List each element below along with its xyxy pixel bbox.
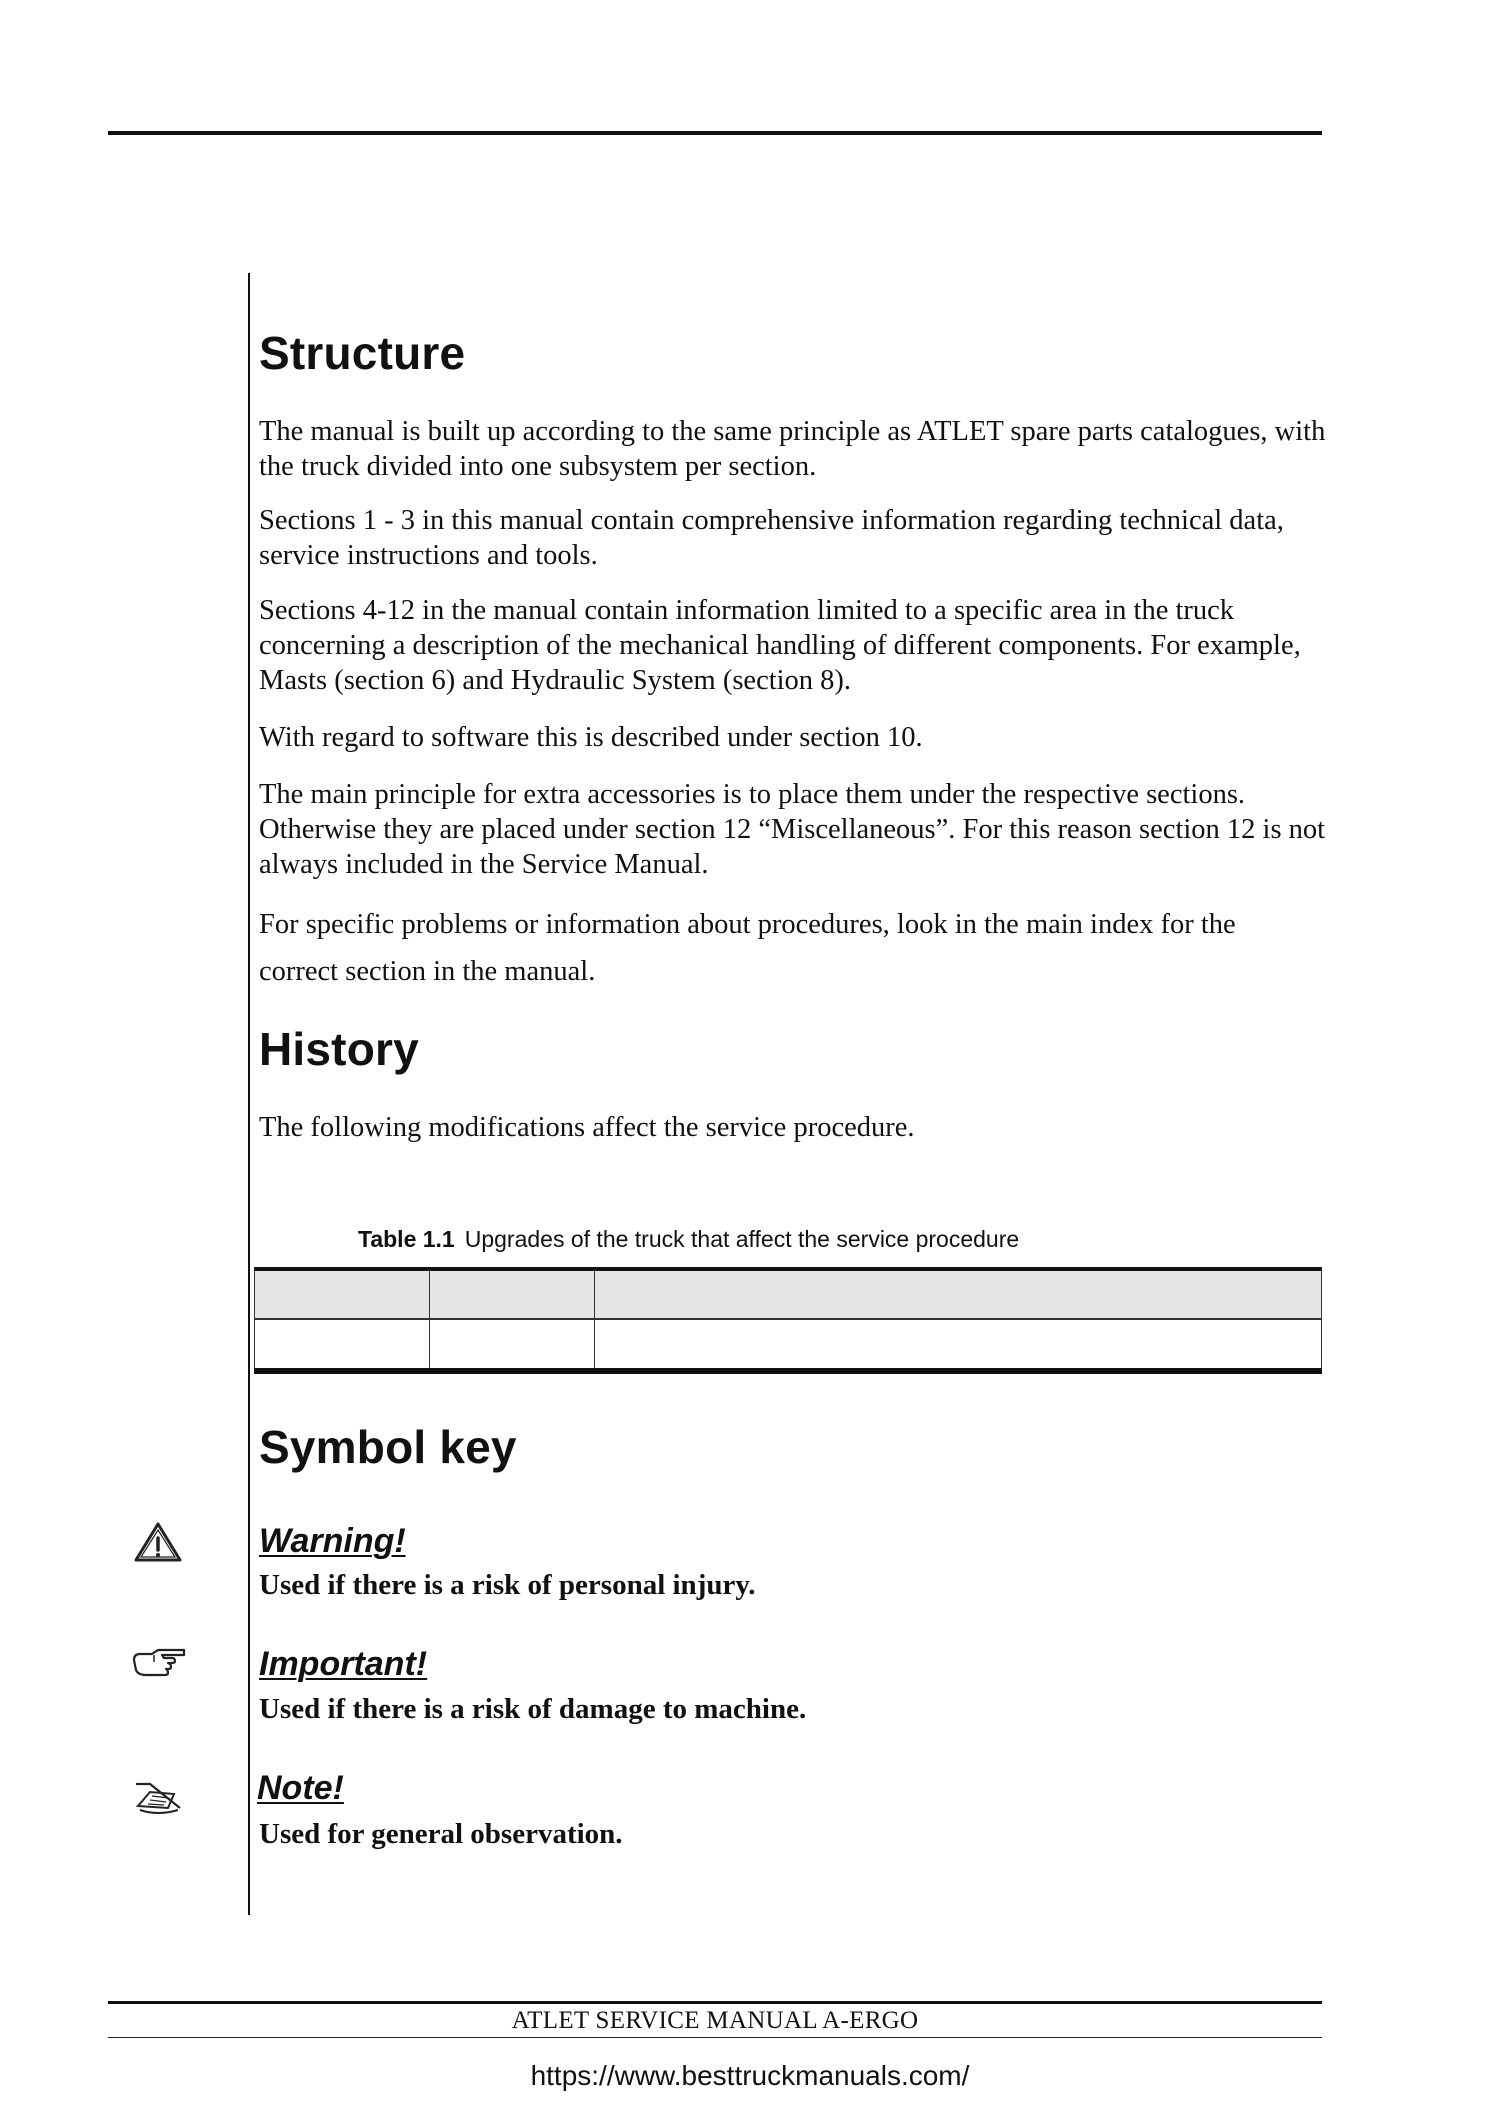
symbol-key-heading: Symbol key [259, 1421, 517, 1473]
upgrades-table [254, 1267, 1322, 1374]
table-cell [595, 1319, 1322, 1371]
important-text: Used if there is a risk of damage to machine. [259, 1693, 807, 1725]
history-heading: History [259, 1023, 419, 1075]
table-caption-text: Upgrades of the truck that affect the service procedure [464, 1226, 1020, 1252]
footer-title: ATLET SERVICE MANUAL A-ERGO [511, 2007, 919, 2034]
history-paragraph: The following modifications affect the service procedure. [259, 1112, 915, 1143]
structure-heading: Structure [259, 327, 466, 379]
structure-paragraph-4: With regard to software this is described under section 10. [259, 722, 923, 753]
table-header-cell [430, 1269, 595, 1319]
structure-paragraph-2: Sections 1 - 3 in this manual contain comprehensive information regarding technical data, service instructions and tools. [259, 505, 1284, 571]
warning-triangle-icon [128, 1518, 188, 1568]
table-header-cell [595, 1269, 1322, 1319]
pointing-hand-icon [128, 1640, 188, 1690]
warning-title: Warning! [259, 1522, 406, 1560]
table-header-cell [255, 1269, 430, 1319]
table-cell [430, 1319, 595, 1371]
table-row [255, 1319, 1322, 1371]
footer-rule-thick [108, 2001, 1322, 2004]
table-caption [358, 1226, 1019, 1253]
table-header-row [255, 1269, 1322, 1319]
table-caption-label: Table 1.1 [358, 1226, 455, 1252]
margin-bar [248, 273, 250, 1915]
structure-paragraph-1: The manual is built up according to the same principle as ATLET spare parts catalogues, with the truck divided into one subsystem per section. [259, 416, 1326, 482]
warning-text: Used if there is a risk of personal injury. [259, 1569, 756, 1601]
note-title: Note! [257, 1769, 344, 1807]
footer-url-link[interactable]: https://www.besttruckmanuals.com/ [530, 2060, 970, 2091]
structure-paragraph-6: For specific problems or information about procedures, look in the main index for the correct section in the manual. [259, 909, 1236, 987]
important-title: Important! [259, 1645, 428, 1683]
note-text: Used for general observation. [259, 1818, 623, 1850]
structure-paragraph-5: The main principle for extra accessories is to place them under the respective sections. Otherwise they are placed under section 12 “Miscellaneous”. For this reason section 12 is not always included in the Service Manual. [259, 779, 1326, 880]
footer-rule-thin [108, 2037, 1322, 2038]
structure-paragraph-3: Sections 4-12 in the manual contain information limited to a specific area in the truck concerning a description of the mechanical handling of different components. For example, Masts (section 6) and Hydraulic System (section 8). [259, 595, 1301, 696]
note-pen-icon [128, 1770, 188, 1820]
table-cell [255, 1319, 430, 1371]
header-rule [108, 131, 1322, 135]
